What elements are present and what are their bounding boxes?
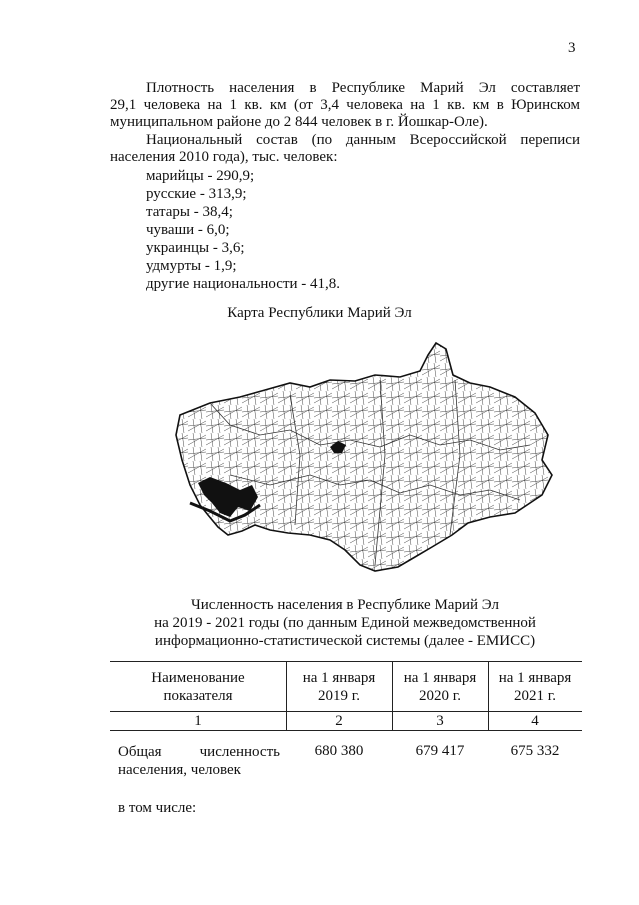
table-column-number: 1 [194, 713, 202, 729]
nationality-item: другие национальности - 41,8. [146, 276, 341, 292]
table-top-rule [110, 661, 582, 662]
density-paragraph [110, 80, 580, 131]
ethnic-paragraph-first-line: Национальный состав (по данным Всероссийской переписи [146, 132, 580, 148]
nationality-item: марийцы - 290,9; [146, 168, 255, 184]
table-caption-line: информационно-статистической системы (далее - ЕМИСС) [154, 633, 536, 649]
table-header-cell: на 1 января 2021 г. [498, 670, 572, 704]
table-column-number: 2 [335, 713, 343, 729]
map-title: Карта Республики Марий Эл [227, 305, 412, 321]
table-value-cell: 675 332 [510, 743, 560, 759]
density-paragraph-first-line: Плотность населения в Республике Марий Эл составляет [146, 80, 580, 96]
nationalities-list [146, 167, 340, 293]
including-text: в том числе: [118, 800, 197, 816]
table-header-cell: на 1 января 2019 г. [302, 670, 376, 704]
table-header-cell: на 1 января 2020 г. [403, 670, 477, 704]
table-caption-line: Численность населения в Республике Марий Эл [191, 597, 499, 613]
table-header-rule [110, 711, 582, 712]
ethnic-paragraph-rest: населения 2010 года), тыс. человек: [110, 149, 338, 165]
nationality-item: чуваши - 6,0; [146, 222, 230, 238]
table-caption-line: на 2019 - 2021 годы (по данным Единой межведомственной [154, 615, 536, 631]
page-number: 3 [568, 40, 576, 56]
table-value-cell: 680 380 [314, 743, 364, 759]
table-numbers-rule [110, 730, 582, 731]
table-row-label: Общая численность населения, человек [118, 744, 280, 778]
region-outline [176, 343, 552, 571]
nationality-item: русские - 313,9; [146, 186, 247, 202]
ethnic-paragraph [110, 132, 580, 166]
nationality-item: удмурты - 1,9; [146, 258, 237, 274]
nationality-item: украинцы - 3,6; [146, 240, 245, 256]
region-map [170, 335, 560, 585]
density-paragraph-rest: 29,1 человека на 1 кв. км (от 3,4 человека на 1 кв. км в Юринском муниципальном районе до 2 844 человек в г. Йошкар-Оле). [110, 97, 580, 130]
table-header-cell: Наименование показателя [151, 670, 245, 704]
table-column-number: 3 [436, 713, 444, 729]
nationality-item: татары - 38,4; [146, 204, 233, 220]
table-caption [110, 596, 580, 650]
table-column-number: 4 [531, 713, 539, 729]
table-value-cell: 679 417 [415, 743, 465, 759]
